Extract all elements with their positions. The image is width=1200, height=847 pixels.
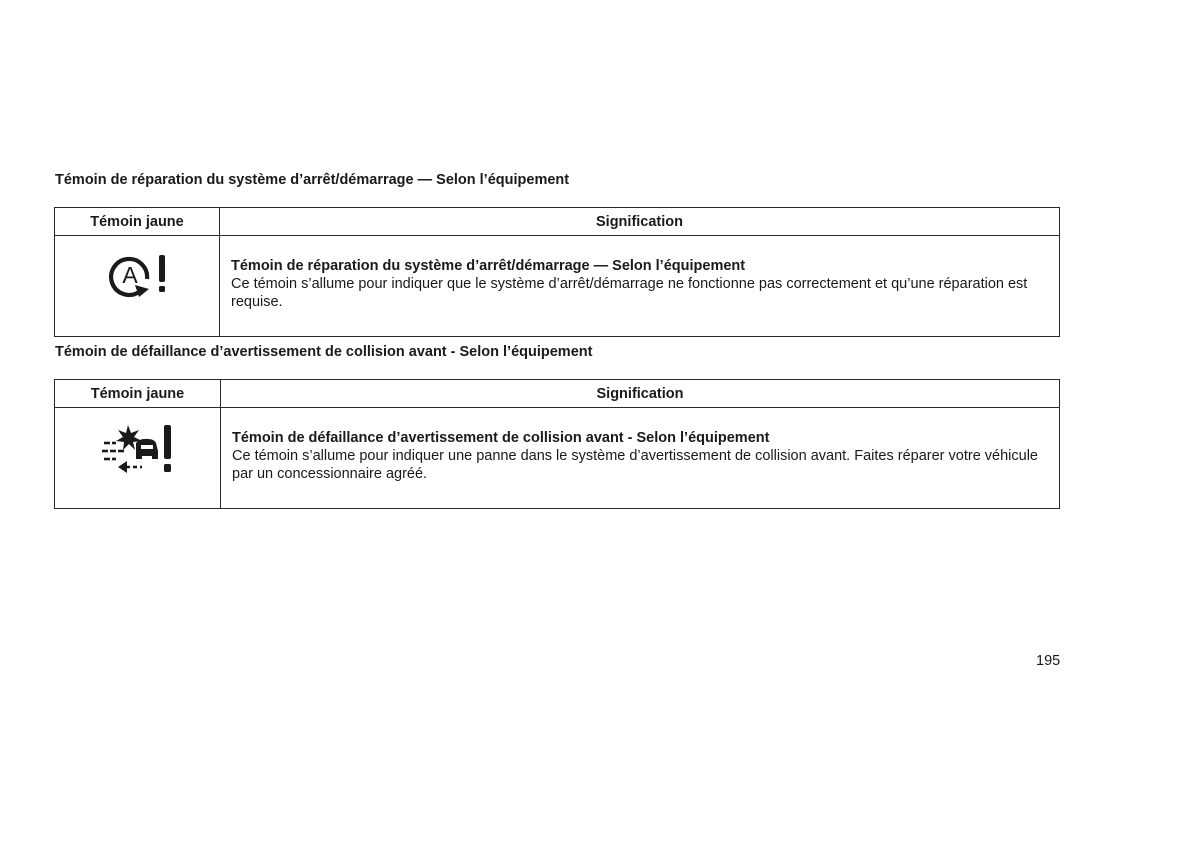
row-description: Ce témoin s’allume pour indiquer que le système d’arrêt/démarrage ne fonctionne pas correctement et qu’une réparation est requise.	[231, 276, 1028, 310]
column-header-temoin-jaune: Témoin jaune	[55, 208, 220, 236]
description-cell	[221, 408, 1060, 509]
stop-start-warning-table	[54, 207, 1060, 337]
icon-cell	[55, 236, 220, 337]
column-header-signification: Signification	[220, 208, 1060, 236]
row-heading: Témoin de réparation du système d’arrêt/démarrage — Selon l’équipement	[231, 258, 746, 274]
row-heading: Témoin de défaillance d’avertissement de collision avant - Selon l’équipement	[232, 430, 770, 446]
section-title-forward-collision: Témoin de défaillance d’avertissement de collision avant - Selon l’équipement	[55, 344, 593, 360]
stop-start-repair-warning-icon	[105, 249, 169, 299]
column-header-temoin-jaune: Témoin jaune	[55, 380, 221, 408]
column-header-signification: Signification	[221, 380, 1060, 408]
row-description: Ce témoin s’allume pour indiquer une panne dans le système d’avertissement de collision avant. Faites réparer votre véhicule par un concessionnaire agréé.	[232, 448, 1038, 482]
svg-text:A: A	[122, 262, 138, 288]
table-row	[55, 236, 1060, 337]
description-cell	[220, 236, 1060, 337]
section-title-stop-start: Témoin de réparation du système d’arrêt/démarrage — Selon l’équipement	[55, 172, 570, 188]
icon-cell	[55, 408, 221, 509]
page-number: 195	[1036, 653, 1061, 669]
forward-collision-warning-fault-icon	[102, 421, 174, 477]
table-header-row	[55, 380, 1060, 408]
forward-collision-warning-table	[54, 379, 1060, 509]
table-row	[55, 408, 1060, 509]
table-header-row	[55, 208, 1060, 236]
